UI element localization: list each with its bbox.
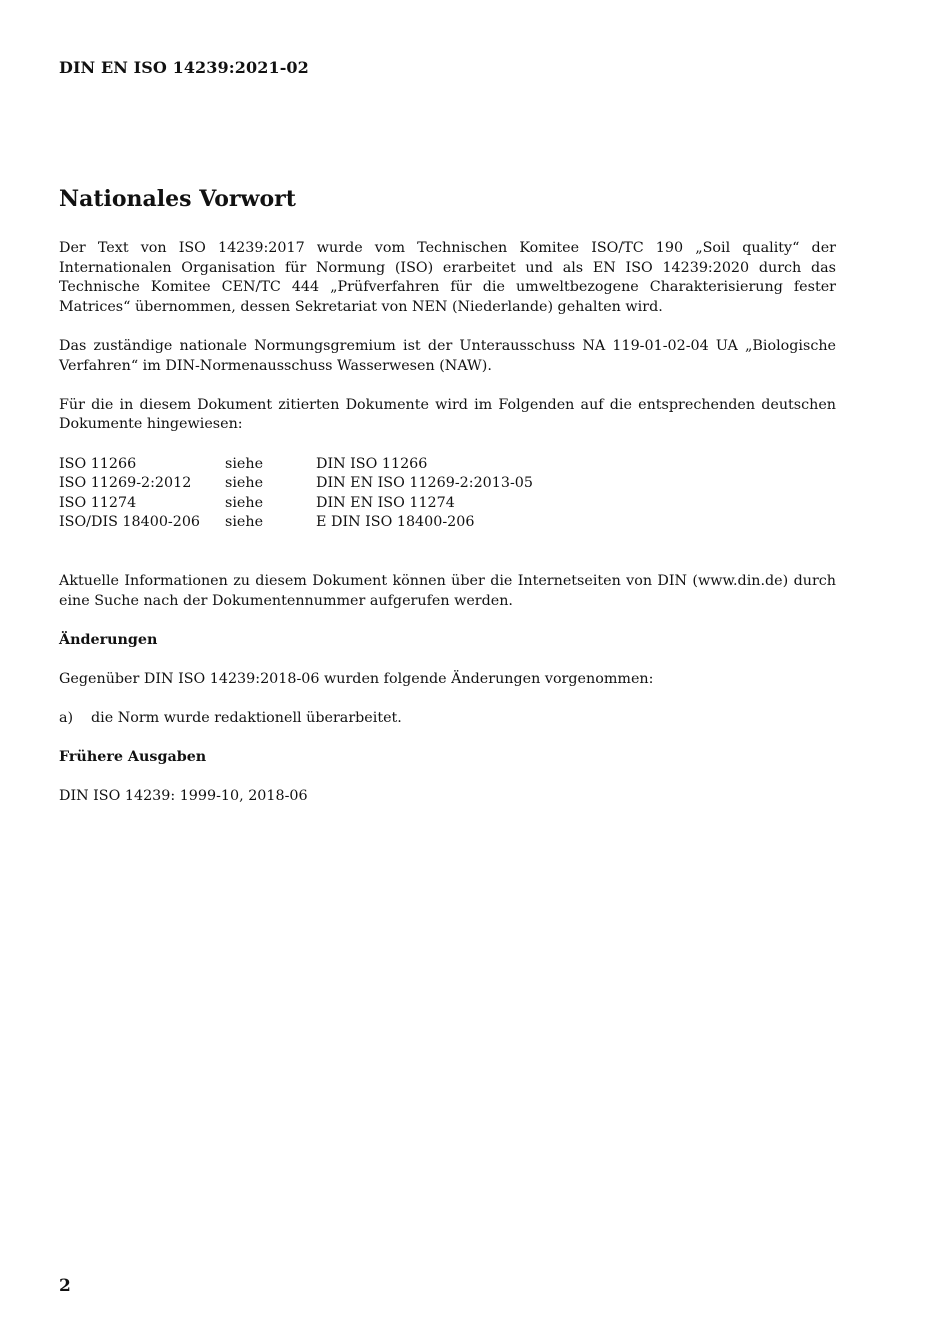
previous-editions-text: DIN ISO 14239: 1999-10, 2018-06 — [59, 788, 308, 805]
list-item-text: die Norm wurde redaktionell überarbeitet. — [91, 710, 402, 727]
reference-din: DIN EN ISO 11274 — [316, 494, 455, 511]
reference-iso: ISO 11266 — [59, 455, 137, 472]
list-item — [59, 709, 836, 729]
reference-din: DIN ISO 11266 — [316, 455, 428, 472]
table-row — [59, 513, 533, 533]
references-table — [59, 455, 533, 533]
reference-see: siehe — [225, 475, 264, 492]
table-row — [59, 455, 533, 475]
page-number: 2 — [59, 1276, 71, 1296]
changes-intro: Gegenüber DIN ISO 14239:2018-06 wurden folgende Änderungen vorgenommen: — [59, 670, 654, 687]
changes-heading: Änderungen — [59, 631, 158, 648]
paragraph-national-body: Das zuständige nationale Normungsgremium ist der Unterausschuss NA 119-01-02-04 UA „Biologische Verfahren“ im DIN-Normenausschuss Wasserwesen (NAW). — [59, 337, 836, 374]
reference-see: siehe — [225, 494, 264, 511]
page-title: Nationales Vorwort — [59, 186, 296, 212]
previous-editions-heading: Frühere Ausgaben — [59, 749, 207, 766]
document-id-header: DIN EN ISO 14239:2021-02 — [59, 58, 309, 77]
reference-iso: ISO/DIS 18400-206 — [59, 514, 201, 531]
reference-iso: ISO 11274 — [59, 494, 137, 511]
reference-din: E DIN ISO 18400-206 — [316, 514, 475, 531]
paragraph-references-intro: Für die in diesem Dokument zitierten Dokumente wird im Folgenden auf die entsprechenden deutschen Dokumente hingewiesen: — [59, 396, 836, 433]
table-row — [59, 474, 533, 494]
paragraph-committee: Der Text von ISO 14239:2017 wurde vom Technischen Komitee ISO/TC 190 „Soil quality“ der Internationalen Organisation für Normung (ISO) erarbeitet und als EN ISO 14239:2020 durch das Technische Komitee CEN/TC 444 „Prüfverfahren für die umweltbezogene Charakterisierung fester Matrices“ übernommen, dessen Sekretariat von NEN (Niederlande) gehalten wird. — [59, 240, 836, 315]
reference-see: siehe — [225, 455, 264, 472]
document-page — [59, 0, 836, 1343]
document-body — [59, 239, 836, 827]
table-row — [59, 494, 533, 514]
paragraph-online-info: Aktuelle Informationen zu diesem Dokument können über die Internetseiten von DIN (www.din.de) durch eine Suche nach der Dokumentennummer aufgerufen werden. — [59, 572, 836, 609]
list-marker: a) — [59, 710, 74, 727]
reference-iso: ISO 11269-2:2012 — [59, 475, 192, 492]
reference-din: DIN EN ISO 11269-2:2013-05 — [316, 475, 533, 492]
reference-see: siehe — [225, 514, 264, 531]
